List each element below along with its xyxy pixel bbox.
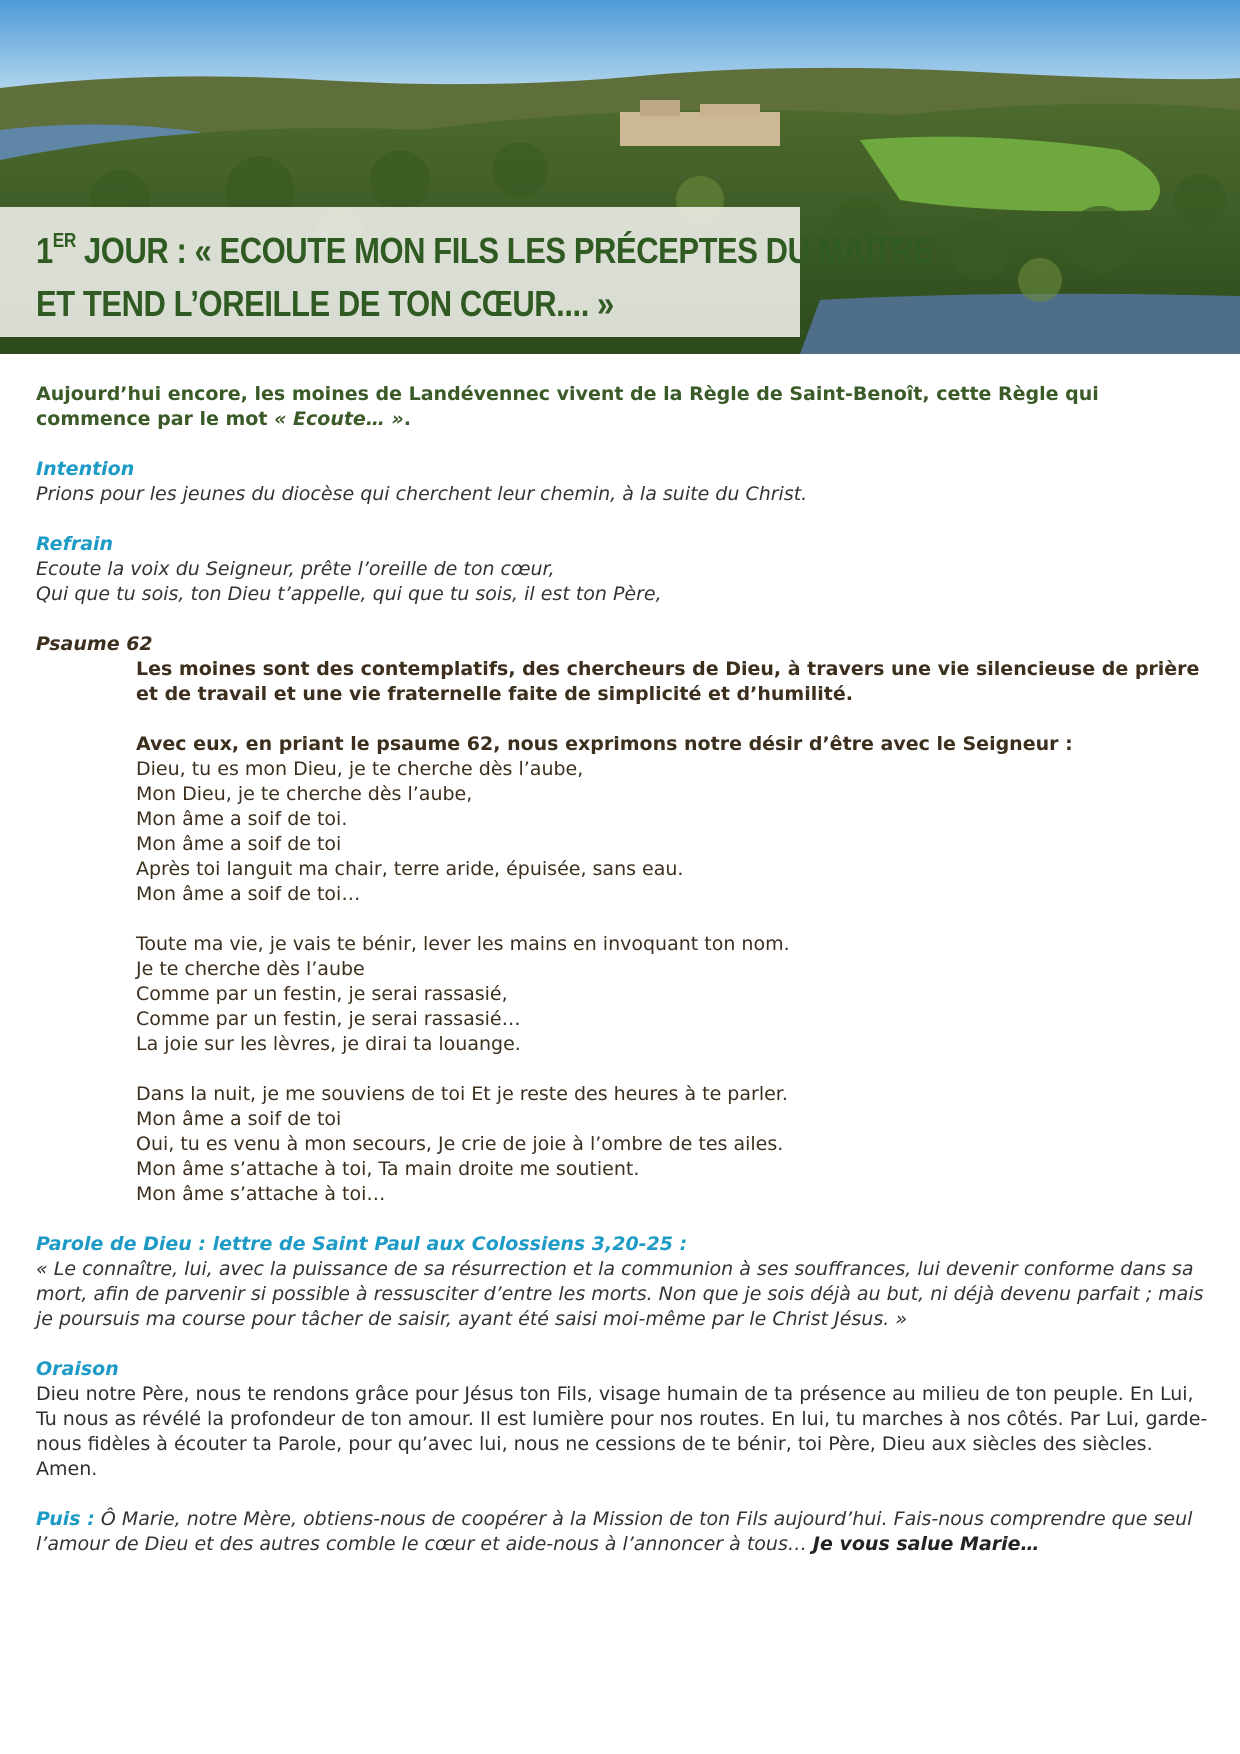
puis-paragraph: Puis : Ô Marie, notre Mère, obtiens-nous de coopérer à la Mission de ton Fils aujourd’hui. Fais-nous comprendre que seul l’amour de Dieu et des autres comble le cœur et aide-nous à l’annoncer à tous… Je vous salue Marie…	[36, 1508, 1193, 1555]
psaume-body	[136, 657, 1216, 1207]
psaume-verse: Je te cherche dès l’aube	[136, 958, 365, 980]
oraison-heading: Oraison	[36, 1358, 119, 1380]
oraison-text: Dieu notre Père, nous te rendons grâce pour Jésus ton Fils, visage humain de ta présence au milieu de ton peuple. En Lui, Tu nous as révélé la profondeur de ton amour. Il est lumière pour nos routes. En lui, tu marches à nos côtés. Par Lui, garde-nous fidèles à écouter ta Parole, pour qu’avec lui, nous ne cessions de te bénir, toi Père, Dieu aux siècles des siècles. Amen.	[36, 1383, 1208, 1480]
psaume-verse: Mon Dieu, je te cherche dès l’aube,	[136, 783, 473, 805]
psaume-verse: Comme par un festin, je serai rassasié…	[136, 1008, 521, 1030]
psaume-verse: Comme par un festin, je serai rassasié,	[136, 983, 508, 1005]
psaume-verse: Dans la nuit, je me souviens de toi Et je reste des heures à te parler.	[136, 1083, 788, 1105]
psaume-verse: Oui, tu es venu à mon secours, Je crie de joie à l’ombre de tes ailes.	[136, 1133, 784, 1155]
psaume-verse: Dieu, tu es mon Dieu, je te cherche dès l’aube,	[136, 758, 584, 780]
refrain-line: Ecoute la voix du Seigneur, prête l’oreille de ton cœur,	[36, 558, 555, 580]
refrain-heading: Refrain	[36, 533, 114, 555]
psaume-verse: Mon âme a soif de toi…	[136, 883, 361, 905]
psaume-verse: Toute ma vie, je vais te bénir, lever les mains en invoquant ton nom.	[136, 933, 790, 955]
psaume-intro: Les moines sont des contemplatifs, des chercheurs de Dieu, à travers une vie silencieuse de prière et de travail et une vie fraternelle faite de simplicité et d’humilité.	[136, 658, 1200, 705]
page-title-line-2: ET TEND L’OREILLE DE TON CŒUR.... »	[36, 283, 614, 324]
psaume-verse: Après toi languit ma chair, terre aride, épuisée, sans eau.	[136, 858, 684, 880]
main-content	[36, 382, 1216, 1557]
psaume-heading: Psaume 62	[36, 633, 153, 655]
intention-heading: Intention	[36, 458, 135, 480]
parole-heading: Parole de Dieu : lettre de Saint Paul aux Colossiens 3,20-25 :	[36, 1233, 688, 1255]
psaume-verse: Mon âme a soif de toi.	[136, 808, 348, 830]
parole-text: « Le connaître, lui, avec la puissance de sa résurrection et la communion à ses souffrances, lui devenir conforme dans sa mort, afin de parvenir si possible à ressusciter d’entre les morts. Non que je sois déjà au but, ni déjà devenu parfait ; mais je poursuis ma course pour tâcher de saisir, ayant été saisi moi-même par le Christ Jésus. »	[36, 1258, 1204, 1330]
intro-paragraph: Aujourd’hui encore, les moines de Landévennec vivent de la Règle de Saint-Benoît, cette Règle qui commence par le mot « Ecoute… ».	[36, 383, 1099, 430]
refrain-line: Qui que tu sois, ton Dieu t’appelle, qui que tu sois, il est ton Père,	[36, 583, 662, 605]
psaume-verse: Mon âme a soif de toi	[136, 833, 342, 855]
intention-text: Prions pour les jeunes du diocèse qui cherchent leur chemin, à la suite du Christ.	[36, 483, 808, 505]
psaume-verse: Mon âme s’attache à toi…	[136, 1183, 386, 1205]
psaume-intro-2: Avec eux, en priant le psaume 62, nous exprimons notre désir d’être avec le Seigneur :	[136, 733, 1073, 755]
psaume-verse: Mon âme s’attache à toi, Ta main droite me soutient.	[136, 1158, 640, 1180]
psaume-verse: Mon âme a soif de toi	[136, 1108, 342, 1130]
page-title-line-1: 1ER JOUR : « ECOUTE MON FILS LES PRÉCEPTES DU MAÎTRE	[36, 230, 934, 271]
psaume-verse: La joie sur les lèvres, je dirai ta louange.	[136, 1033, 521, 1055]
